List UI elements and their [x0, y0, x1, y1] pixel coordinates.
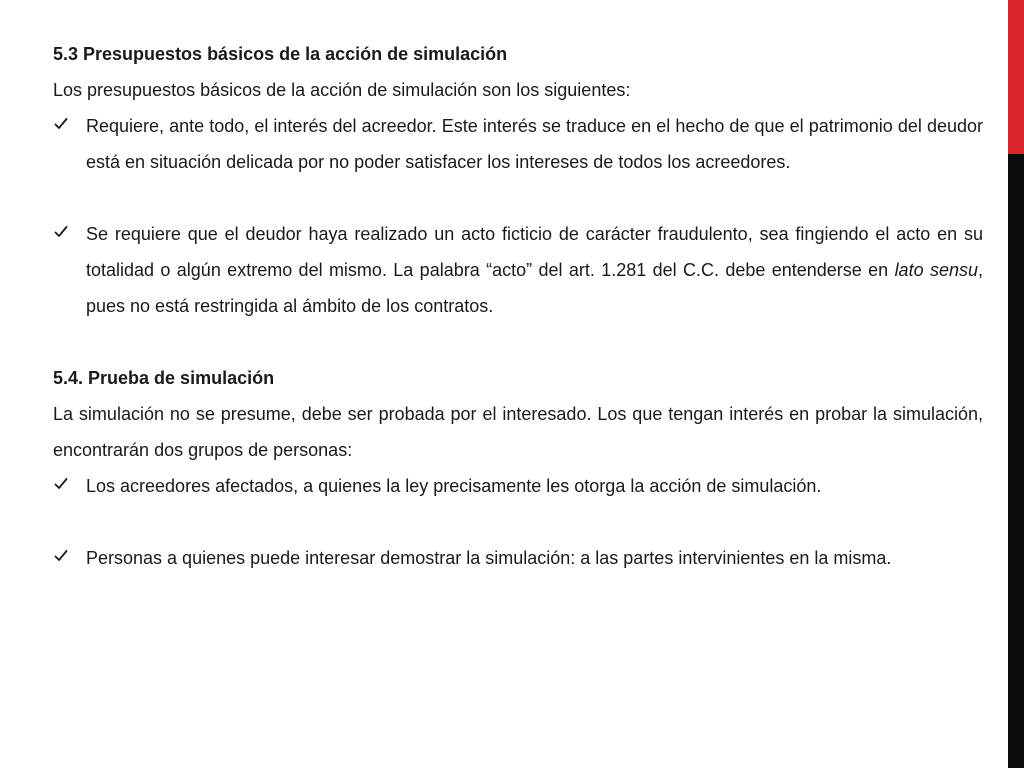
list-item-text: Requiere, ante todo, el interés del acreedor. Este interés se traduce en el hecho de que el patrimonio del deudor está en situación delicada por no poder satisfacer los intereses de todos los acreedores. — [86, 116, 983, 172]
list-item-text: Se requiere que el deudor haya realizado un acto ficticio de carácter fraudulento, sea fingiendo el acto en su totalidad o algún extremo del mismo. La palabra “acto” del art. 1.281 del C.C. debe entenderse en — [86, 224, 983, 280]
slide-content — [53, 36, 983, 576]
checkmark-icon — [54, 225, 68, 239]
accent-bar-black — [1008, 154, 1024, 768]
list-item-text: Los acreedores afectados, a quienes la ley precisamente les otorga la acción de simulación. — [86, 476, 822, 496]
checkmark-icon — [54, 117, 68, 131]
section-heading-5-3: 5.3 Presupuestos básicos de la acción de simulación — [53, 44, 508, 64]
list-item — [53, 216, 983, 324]
accent-bar-red — [1008, 0, 1024, 154]
list-item — [53, 540, 983, 576]
list-item — [53, 108, 983, 180]
section-heading-5-4: 5.4. Prueba de simulación — [53, 368, 275, 388]
list-item-text-end: , pues no está restringida al ámbito de los contratos. — [86, 260, 983, 316]
spacer — [53, 180, 983, 216]
checkmark-icon — [54, 549, 68, 563]
section-intro-5-3: Los presupuestos básicos de la acción de simulación son los siguientes: — [53, 80, 631, 100]
spacer — [53, 324, 983, 360]
spacer — [53, 504, 983, 540]
section-intro-5-4: La simulación no se presume, debe ser probada por el interesado. Los que tengan interés en probar la simulación, encontrarán dos grupos de personas: — [53, 404, 983, 460]
list-item — [53, 468, 983, 504]
list-item-text: Personas a quienes puede interesar demostrar la simulación: a las partes intervinientes en la misma. — [86, 548, 892, 568]
list-item-italic-text: lato sensu — [894, 260, 978, 280]
checkmark-icon — [54, 477, 68, 491]
